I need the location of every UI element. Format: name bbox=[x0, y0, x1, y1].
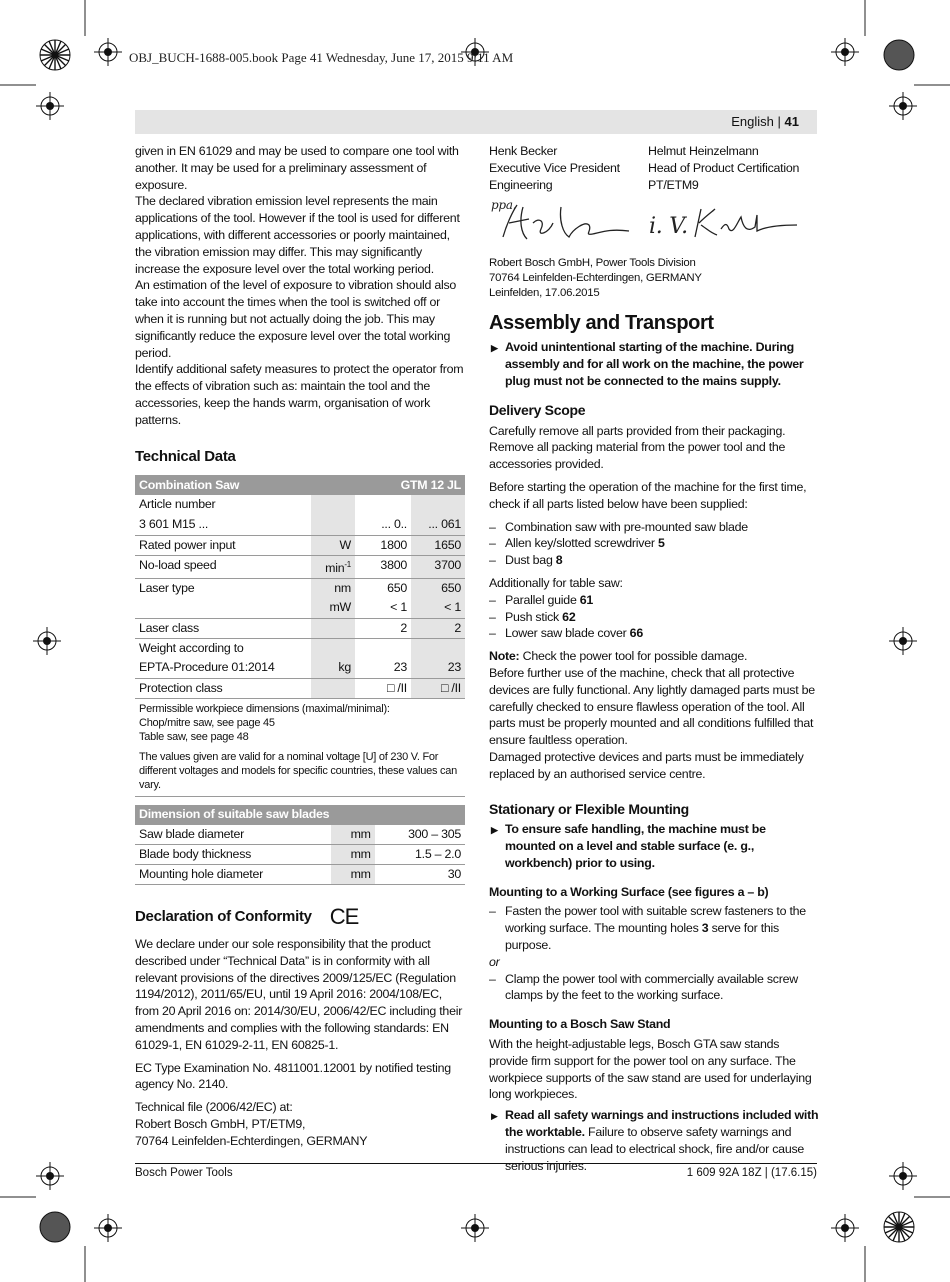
table-saw-list bbox=[489, 592, 819, 642]
warning-unintentional-start: ▶ Avoid unintentional starting of the machine. During assembly and for all work on the machine, the power plug must not be connected to the mains supply. bbox=[489, 339, 819, 389]
damaged-paragraph: Damaged protective devices and parts must be immediately replaced by an authorised service centre. bbox=[489, 749, 804, 781]
or-label: or bbox=[489, 954, 500, 969]
technical-data-table bbox=[135, 475, 465, 698]
signature-heinzelmann-icon bbox=[695, 209, 797, 237]
ec-type-paragraph: EC Type Examination No. 4811001.12001 by notified testing agency No. 2140. bbox=[135, 1060, 451, 1092]
list-item: – Parallel guide 61 bbox=[489, 592, 819, 609]
signatories bbox=[489, 143, 819, 193]
table-row: Blade body thickness mm 1.5 – 2.0 bbox=[135, 845, 465, 865]
table-row: 3 601 M15 ... ... 0.. ... 061 bbox=[135, 515, 465, 535]
working-surface-title: Mounting to a Working Surface (see figures a – b) bbox=[489, 884, 769, 899]
dimensions-note: Permissible workpiece dimensions (maximal/minimal): Chop/mitre saw, see page 45 Table saw, see page 48 bbox=[139, 702, 390, 743]
table-row: Saw blade diameter mm 300 – 305 bbox=[135, 825, 465, 845]
star-target-icon bbox=[884, 1212, 914, 1242]
ppa-note: ppa. bbox=[491, 198, 517, 213]
delivery-scope-title: Delivery Scope bbox=[489, 401, 586, 418]
footer-brand: Bosch Power Tools bbox=[135, 1167, 233, 1179]
list-item: – Clamp the power tool with commercially available screw clamps by the feet to the working surface. bbox=[489, 971, 819, 1005]
table-row: Protection class □ /II □ /II bbox=[135, 678, 465, 698]
table-row: Laser type nm 650 650 bbox=[135, 578, 465, 598]
signatory-2: Helmut Heinzelmann Head of Product Certification PT/ETM9 bbox=[648, 144, 800, 192]
voltage-note: The values given are valid for a nominal voltage [U] of 230 V. For different voltages and models for specific countries, these values can vary. bbox=[135, 750, 465, 797]
vibration-paragraph-4: Identify additional safety measures to protect the operator from the effects of vibration such as: maintain the tool and the accessories, keep the hands warm, organisation of work patterns. bbox=[135, 362, 464, 427]
vibration-paragraph-2: The declared vibration emission level represents the main applications of the tool. However if the tool is used for different applications, with different accessories or poorly maintained, the vibration emission may differ. This may significantly increase the exposure level over the total working period. bbox=[135, 194, 460, 276]
declaration-title: Declaration of Conformity CE bbox=[135, 904, 359, 930]
technical-file: Technical file (2006/42/EC) at: Robert Bosch GmbH, PT/ETM9, 70764 Leinfelden-Echterdingen, GERMANY bbox=[135, 1100, 368, 1148]
conformity-paragraph: We declare under our sole responsibility that the product described under “Technical Data” is in conformity with all relevant provisions of the directives 2009/125/EC (Regulation 1194/2012), 2011/65/EU, until 19 April 2016: 2004/108/EC, from 20 April 2016 on: 2014/30/EU, 2006/42/EC including their amendments and complies with the following standards: EN 61029-1, EN 61029-2-11, EN 60825-1. bbox=[135, 937, 463, 1052]
list-item: – Combination saw with pre-mounted saw blade bbox=[489, 519, 819, 536]
warning-worktable: ▶ Read all safety warnings and instructions included with the worktable. Failure to observe safety warnings and instructions can lead to electrical shock, fire and/or cause serious injuries. bbox=[489, 1107, 819, 1174]
warning-level-surface: ▶ To ensure safe handling, the machine must be mounted on a level and stable surface (e. g., workbench) prior to using. bbox=[489, 821, 819, 871]
additionally-label: Additionally for table saw: bbox=[489, 575, 623, 590]
gray-target-icon bbox=[884, 40, 914, 70]
technical-data-title: Technical Data bbox=[135, 447, 236, 465]
table-row: EPTA-Procedure 01:2014 kg 23 23 bbox=[135, 658, 465, 678]
list-item: – Dust bag 8 bbox=[489, 552, 819, 569]
saw-stand-paragraph: With the height-adjustable legs, Bosch GTA saw stands provide firm support for the power tool on any surface. The workpiece supports of the saw stand are used for underlaying long workpieces. bbox=[489, 1037, 812, 1102]
footer-rule bbox=[135, 1163, 817, 1164]
table-row: Article number bbox=[135, 495, 465, 515]
list-item: – Lower saw blade cover 66 bbox=[489, 625, 819, 642]
right-column bbox=[489, 143, 819, 1174]
page-number: 41 bbox=[784, 114, 799, 129]
list-item: – Push stick 62 bbox=[489, 609, 819, 626]
delivery-paragraph-1: Carefully remove all parts provided from their packaging. Remove all packing material from the power tool and the accessories provided. bbox=[489, 423, 786, 472]
saw-blade-table bbox=[135, 805, 465, 886]
vibration-paragraph-3: An estimation of the level of exposure to vibration should also take into account the times when the tool is switched off or when it is running but not actually doing the job. This may significantly reduce the exposure level over the total working period. bbox=[135, 278, 457, 360]
page-header bbox=[135, 110, 817, 134]
list-item: – Allen key/slotted screwdriver 5 bbox=[489, 535, 819, 552]
iv-note: i. V. bbox=[649, 214, 688, 240]
delivery-paragraph-2: Before starting the operation of the machine for the first time, check if all parts listed below have been supplied: bbox=[489, 479, 807, 511]
left-column bbox=[135, 143, 465, 1150]
signature-becker-icon bbox=[503, 205, 629, 239]
table-row: mW < 1 < 1 bbox=[135, 598, 465, 618]
table-row: Weight according to bbox=[135, 638, 465, 658]
header-page-label: English | 41 bbox=[731, 114, 799, 129]
table-row: Mounting hole diameter mm 30 bbox=[135, 865, 465, 885]
mounting-title: Stationary or Flexible Mounting bbox=[489, 800, 689, 817]
ce-mark-icon: CE bbox=[329, 904, 359, 930]
gray-target-icon bbox=[40, 1212, 70, 1242]
vibration-paragraph-1: given in EN 61029 and may be used to compare one tool with another. It may be used for a preliminary assessment of exposure. bbox=[135, 144, 459, 192]
star-target-icon bbox=[40, 40, 70, 70]
handwritten-signatures bbox=[489, 193, 819, 251]
check-paragraph: Before further use of the machine, check that all protective devices are fully functional. Any lightly damaged parts must be carefully checked to ensure flawless operation of the tool. All parts must be properly mounted and all conditions fulfilled that ensure faultless operation. bbox=[489, 665, 815, 748]
assembly-title: Assembly and Transport bbox=[489, 311, 714, 334]
table-row: No-load speed $\min^{-1}$ 3800 3700 bbox=[135, 555, 465, 578]
saw-stand-title: Mounting to a Bosch Saw Stand bbox=[489, 1017, 671, 1032]
note-paragraph: Note: Check the power tool for possible damage. bbox=[489, 649, 748, 664]
delivery-list bbox=[489, 519, 819, 569]
table-header-row: Dimension of suitable saw blades bbox=[135, 805, 465, 825]
list-item: – Fasten the power tool with suitable screw fasteners to the working surface. The mounting holes 3 serve for this purpose. bbox=[489, 903, 819, 953]
print-job-line: OBJ_BUCH-1688-005.book Page 41 Wednesday, June 17, 2015 9:11 AM bbox=[129, 50, 514, 65]
table-header-row: Combination Saw GTM 12 JL bbox=[135, 475, 465, 495]
signatory-1: Henk Becker Executive Vice President Engineering bbox=[489, 144, 620, 192]
table-row: Laser class 2 2 bbox=[135, 618, 465, 638]
footer-doc-number: 1 609 92A 18Z | (17.6.15) bbox=[686, 1167, 817, 1179]
table-row: Rated power input W 1800 1650 bbox=[135, 535, 465, 555]
company-address: Robert Bosch GmbH, Power Tools Division 70764 Leinfelden-Echterdingen, GERMANY Leinfelden, 17.06.2015 bbox=[489, 257, 702, 299]
